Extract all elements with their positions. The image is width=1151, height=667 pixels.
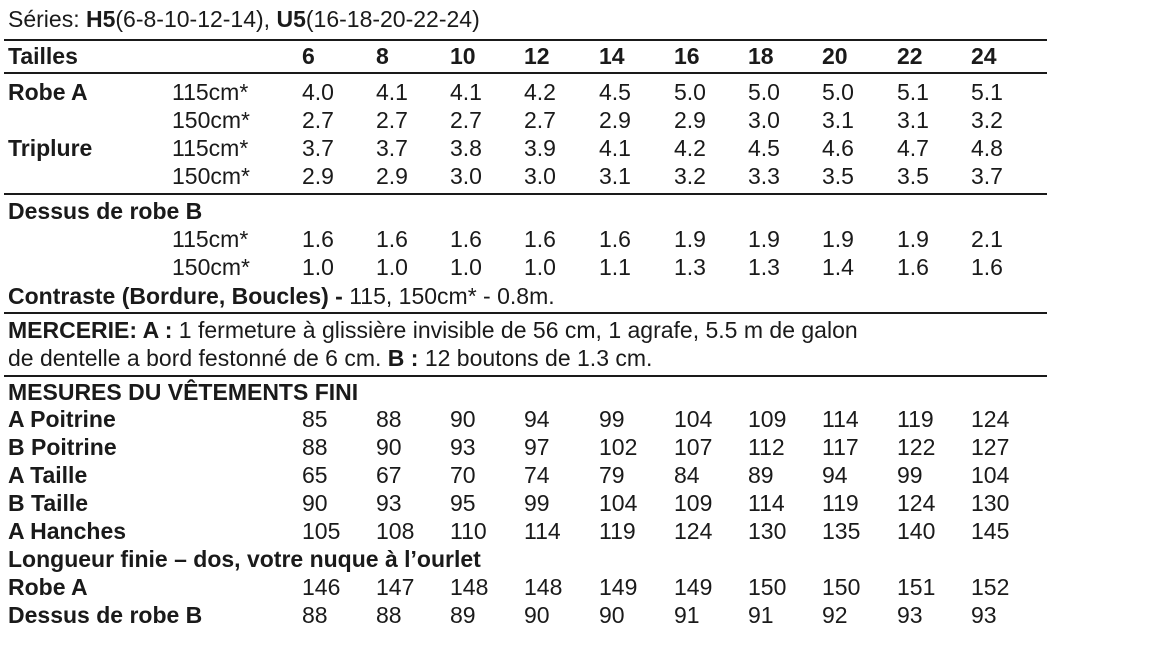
- value-cell: 90: [524, 602, 550, 628]
- value-cell: 4.0: [302, 79, 334, 105]
- value-cell: 94: [524, 406, 550, 432]
- value-cell: 149: [599, 574, 638, 600]
- value-cell: 130: [971, 490, 1010, 516]
- size-header: 10: [450, 43, 476, 69]
- value-cell: 4.1: [450, 79, 482, 105]
- value-cell: 89: [450, 602, 476, 628]
- value-cell: 114: [524, 518, 561, 544]
- fabric-width: 150cm*: [172, 107, 250, 133]
- value-cell: 3.3: [748, 163, 780, 189]
- value-cell: 135: [822, 518, 861, 544]
- value-cell: 1.3: [748, 254, 780, 280]
- notions-text-a-cont: de dentelle a bord festonné de 6 cm.: [8, 345, 388, 371]
- measure-label: A Taille: [8, 462, 88, 488]
- value-cell: 4.1: [376, 79, 408, 105]
- value-cell: 88: [376, 406, 402, 432]
- series-h5-code: H5: [85, 6, 116, 32]
- value-cell: 124: [897, 490, 936, 516]
- value-cell: 3.9: [524, 135, 556, 161]
- size-header: 8: [376, 43, 389, 69]
- value-cell: 70: [450, 462, 476, 488]
- value-cell: 3.5: [897, 163, 929, 189]
- value-cell: 91: [748, 602, 774, 628]
- value-cell: 3.0: [450, 163, 482, 189]
- fabric-width: 150cm*: [172, 254, 250, 280]
- series-u5-sizes: (16-18-20-22-24): [305, 6, 480, 32]
- value-cell: 3.1: [897, 107, 929, 133]
- measure-label: B Taille: [8, 490, 89, 516]
- value-cell: 2.7: [302, 107, 334, 133]
- value-cell: 65: [302, 462, 328, 488]
- value-cell: 4.7: [897, 135, 929, 161]
- value-cell: 84: [674, 462, 700, 488]
- value-cell: 3.2: [674, 163, 706, 189]
- value-cell: 99: [524, 490, 550, 516]
- value-cell: 90: [599, 602, 625, 628]
- notions-line-1: [8, 316, 858, 344]
- value-cell: 150: [822, 574, 861, 600]
- value-cell: 151: [897, 574, 936, 600]
- value-cell: 1.0: [302, 254, 334, 280]
- measure-label: A Poitrine: [8, 406, 116, 432]
- contrast-value: 115, 150cm* - 0.8m.: [349, 283, 555, 309]
- value-cell: 4.5: [599, 79, 631, 105]
- value-cell: 91: [674, 602, 700, 628]
- value-cell: 1.0: [450, 254, 482, 280]
- value-cell: 109: [748, 406, 787, 432]
- value-cell: 1.1: [599, 254, 631, 280]
- value-cell: 102: [599, 434, 638, 460]
- value-cell: 150: [748, 574, 787, 600]
- value-cell: 148: [524, 574, 563, 600]
- value-cell: 90: [302, 490, 328, 516]
- value-cell: 4.1: [599, 135, 631, 161]
- value-cell: 90: [376, 434, 402, 460]
- value-cell: 3.7: [376, 135, 408, 161]
- notions-b-label: B :: [387, 345, 425, 371]
- contrast-label: Contraste (Bordure, Boucles) -: [8, 283, 350, 309]
- fabric-row-label: Triplure: [8, 135, 93, 161]
- value-cell: 2.9: [376, 163, 408, 189]
- measure-label: A Hanches: [8, 518, 127, 544]
- value-cell: 1.9: [897, 226, 929, 252]
- value-cell: 79: [599, 462, 625, 488]
- value-cell: 1.0: [524, 254, 556, 280]
- value-cell: 108: [376, 518, 415, 544]
- value-cell: 2.7: [450, 107, 482, 133]
- series-line: [8, 5, 480, 33]
- value-cell: 114: [822, 406, 859, 432]
- value-cell: 1.0: [376, 254, 408, 280]
- value-cell: 1.6: [302, 226, 334, 252]
- value-cell: 119: [599, 518, 636, 544]
- value-cell: 147: [376, 574, 415, 600]
- value-cell: 95: [450, 490, 476, 516]
- value-cell: 1.3: [674, 254, 706, 280]
- value-cell: 5.0: [674, 79, 706, 105]
- value-cell: 1.9: [822, 226, 854, 252]
- value-cell: 104: [971, 462, 1010, 488]
- measures-title: MESURES DU VÊTEMENTS FINI: [8, 379, 359, 405]
- value-cell: 3.5: [822, 163, 854, 189]
- measure-label: B Poitrine: [8, 434, 117, 460]
- divider: [4, 72, 1047, 74]
- series-u5-code: U5: [276, 6, 306, 32]
- sizes-header-label: Tailles: [8, 43, 78, 69]
- value-cell: 2.7: [376, 107, 408, 133]
- value-cell: 74: [524, 462, 550, 488]
- value-cell: 1.9: [748, 226, 780, 252]
- value-cell: 2.9: [599, 107, 631, 133]
- value-cell: 114: [748, 490, 785, 516]
- size-header: 18: [748, 43, 774, 69]
- value-cell: 3.1: [822, 107, 854, 133]
- value-cell: 119: [897, 406, 934, 432]
- value-cell: 3.7: [302, 135, 334, 161]
- value-cell: 93: [971, 602, 997, 628]
- size-header: 24: [971, 43, 997, 69]
- value-cell: 4.5: [748, 135, 780, 161]
- fabric-width: 150cm*: [172, 163, 250, 189]
- value-cell: 112: [748, 434, 785, 460]
- value-cell: 88: [376, 602, 402, 628]
- value-cell: 5.1: [971, 79, 1003, 105]
- value-cell: 93: [450, 434, 476, 460]
- value-cell: 117: [822, 434, 859, 460]
- size-header: 12: [524, 43, 550, 69]
- size-header: 22: [897, 43, 923, 69]
- value-cell: 5.1: [897, 79, 929, 105]
- value-cell: 124: [674, 518, 713, 544]
- value-cell: 124: [971, 406, 1010, 432]
- value-cell: 145: [971, 518, 1010, 544]
- value-cell: 1.4: [822, 254, 854, 280]
- value-cell: 149: [674, 574, 713, 600]
- series-h5-sizes: (6-8-10-12-14),: [115, 6, 277, 32]
- value-cell: 89: [748, 462, 774, 488]
- value-cell: 2.9: [674, 107, 706, 133]
- divider: [4, 375, 1047, 377]
- length-title: Longueur finie – dos, votre nuque à l’ourlet: [8, 546, 481, 572]
- notions-text-a: 1 fermeture à glissière invisible de 56 cm, 1 agrafe, 5.5 m de galon: [178, 317, 858, 343]
- value-cell: 3.0: [524, 163, 556, 189]
- value-cell: 92: [822, 602, 848, 628]
- value-cell: 148: [450, 574, 489, 600]
- value-cell: 99: [897, 462, 923, 488]
- notions-label: MERCERIE: A :: [8, 317, 179, 343]
- divider: [4, 193, 1047, 195]
- value-cell: 2.9: [302, 163, 334, 189]
- value-cell: 2.7: [524, 107, 556, 133]
- size-header: 6: [302, 43, 315, 69]
- notions-line-2: [8, 344, 652, 372]
- length-label: Robe A: [8, 574, 88, 600]
- value-cell: 104: [599, 490, 638, 516]
- value-cell: 4.2: [674, 135, 706, 161]
- value-cell: 2.1: [971, 226, 1003, 252]
- size-header: 20: [822, 43, 848, 69]
- value-cell: 3.7: [971, 163, 1003, 189]
- value-cell: 1.6: [376, 226, 408, 252]
- value-cell: 4.6: [822, 135, 854, 161]
- value-cell: 1.6: [599, 226, 631, 252]
- value-cell: 4.8: [971, 135, 1003, 161]
- fabric-width: 115cm*: [172, 226, 249, 252]
- fabric-width: 115cm*: [172, 79, 249, 105]
- value-cell: 127: [971, 434, 1010, 460]
- value-cell: 3.1: [599, 163, 631, 189]
- value-cell: 97: [524, 434, 550, 460]
- contrast-line: [8, 282, 555, 310]
- value-cell: 152: [971, 574, 1010, 600]
- series-prefix: Séries:: [8, 6, 86, 32]
- value-cell: 94: [822, 462, 848, 488]
- value-cell: 122: [897, 434, 936, 460]
- value-cell: 109: [674, 490, 713, 516]
- divider: [4, 312, 1047, 314]
- value-cell: 90: [450, 406, 476, 432]
- value-cell: 146: [302, 574, 341, 600]
- value-cell: 104: [674, 406, 713, 432]
- value-cell: 99: [599, 406, 625, 432]
- value-cell: 3.2: [971, 107, 1003, 133]
- value-cell: 85: [302, 406, 328, 432]
- value-cell: 119: [822, 490, 859, 516]
- value-cell: 1.6: [524, 226, 556, 252]
- value-cell: 3.0: [748, 107, 780, 133]
- fabric-width: 115cm*: [172, 135, 249, 161]
- value-cell: 88: [302, 602, 328, 628]
- value-cell: 3.8: [450, 135, 482, 161]
- notions-text-b: 12 boutons de 1.3 cm.: [424, 345, 653, 371]
- value-cell: 5.0: [748, 79, 780, 105]
- value-cell: 107: [674, 434, 713, 460]
- value-cell: 67: [376, 462, 402, 488]
- value-cell: 88: [302, 434, 328, 460]
- size-header: 16: [674, 43, 700, 69]
- value-cell: 1.6: [450, 226, 482, 252]
- divider: [4, 39, 1047, 41]
- value-cell: 105: [302, 518, 341, 544]
- value-cell: 93: [897, 602, 923, 628]
- value-cell: 5.0: [822, 79, 854, 105]
- value-cell: 130: [748, 518, 787, 544]
- value-cell: 4.2: [524, 79, 556, 105]
- value-cell: 1.6: [971, 254, 1003, 280]
- value-cell: 140: [897, 518, 936, 544]
- fabric-row-label: Robe A: [8, 79, 88, 105]
- length-label: Dessus de robe B: [8, 602, 203, 628]
- value-cell: 1.9: [674, 226, 706, 252]
- size-header: 14: [599, 43, 625, 69]
- value-cell: 93: [376, 490, 402, 516]
- value-cell: 110: [450, 518, 487, 544]
- overdress-title: Dessus de robe B: [8, 198, 203, 224]
- value-cell: 1.6: [897, 254, 929, 280]
